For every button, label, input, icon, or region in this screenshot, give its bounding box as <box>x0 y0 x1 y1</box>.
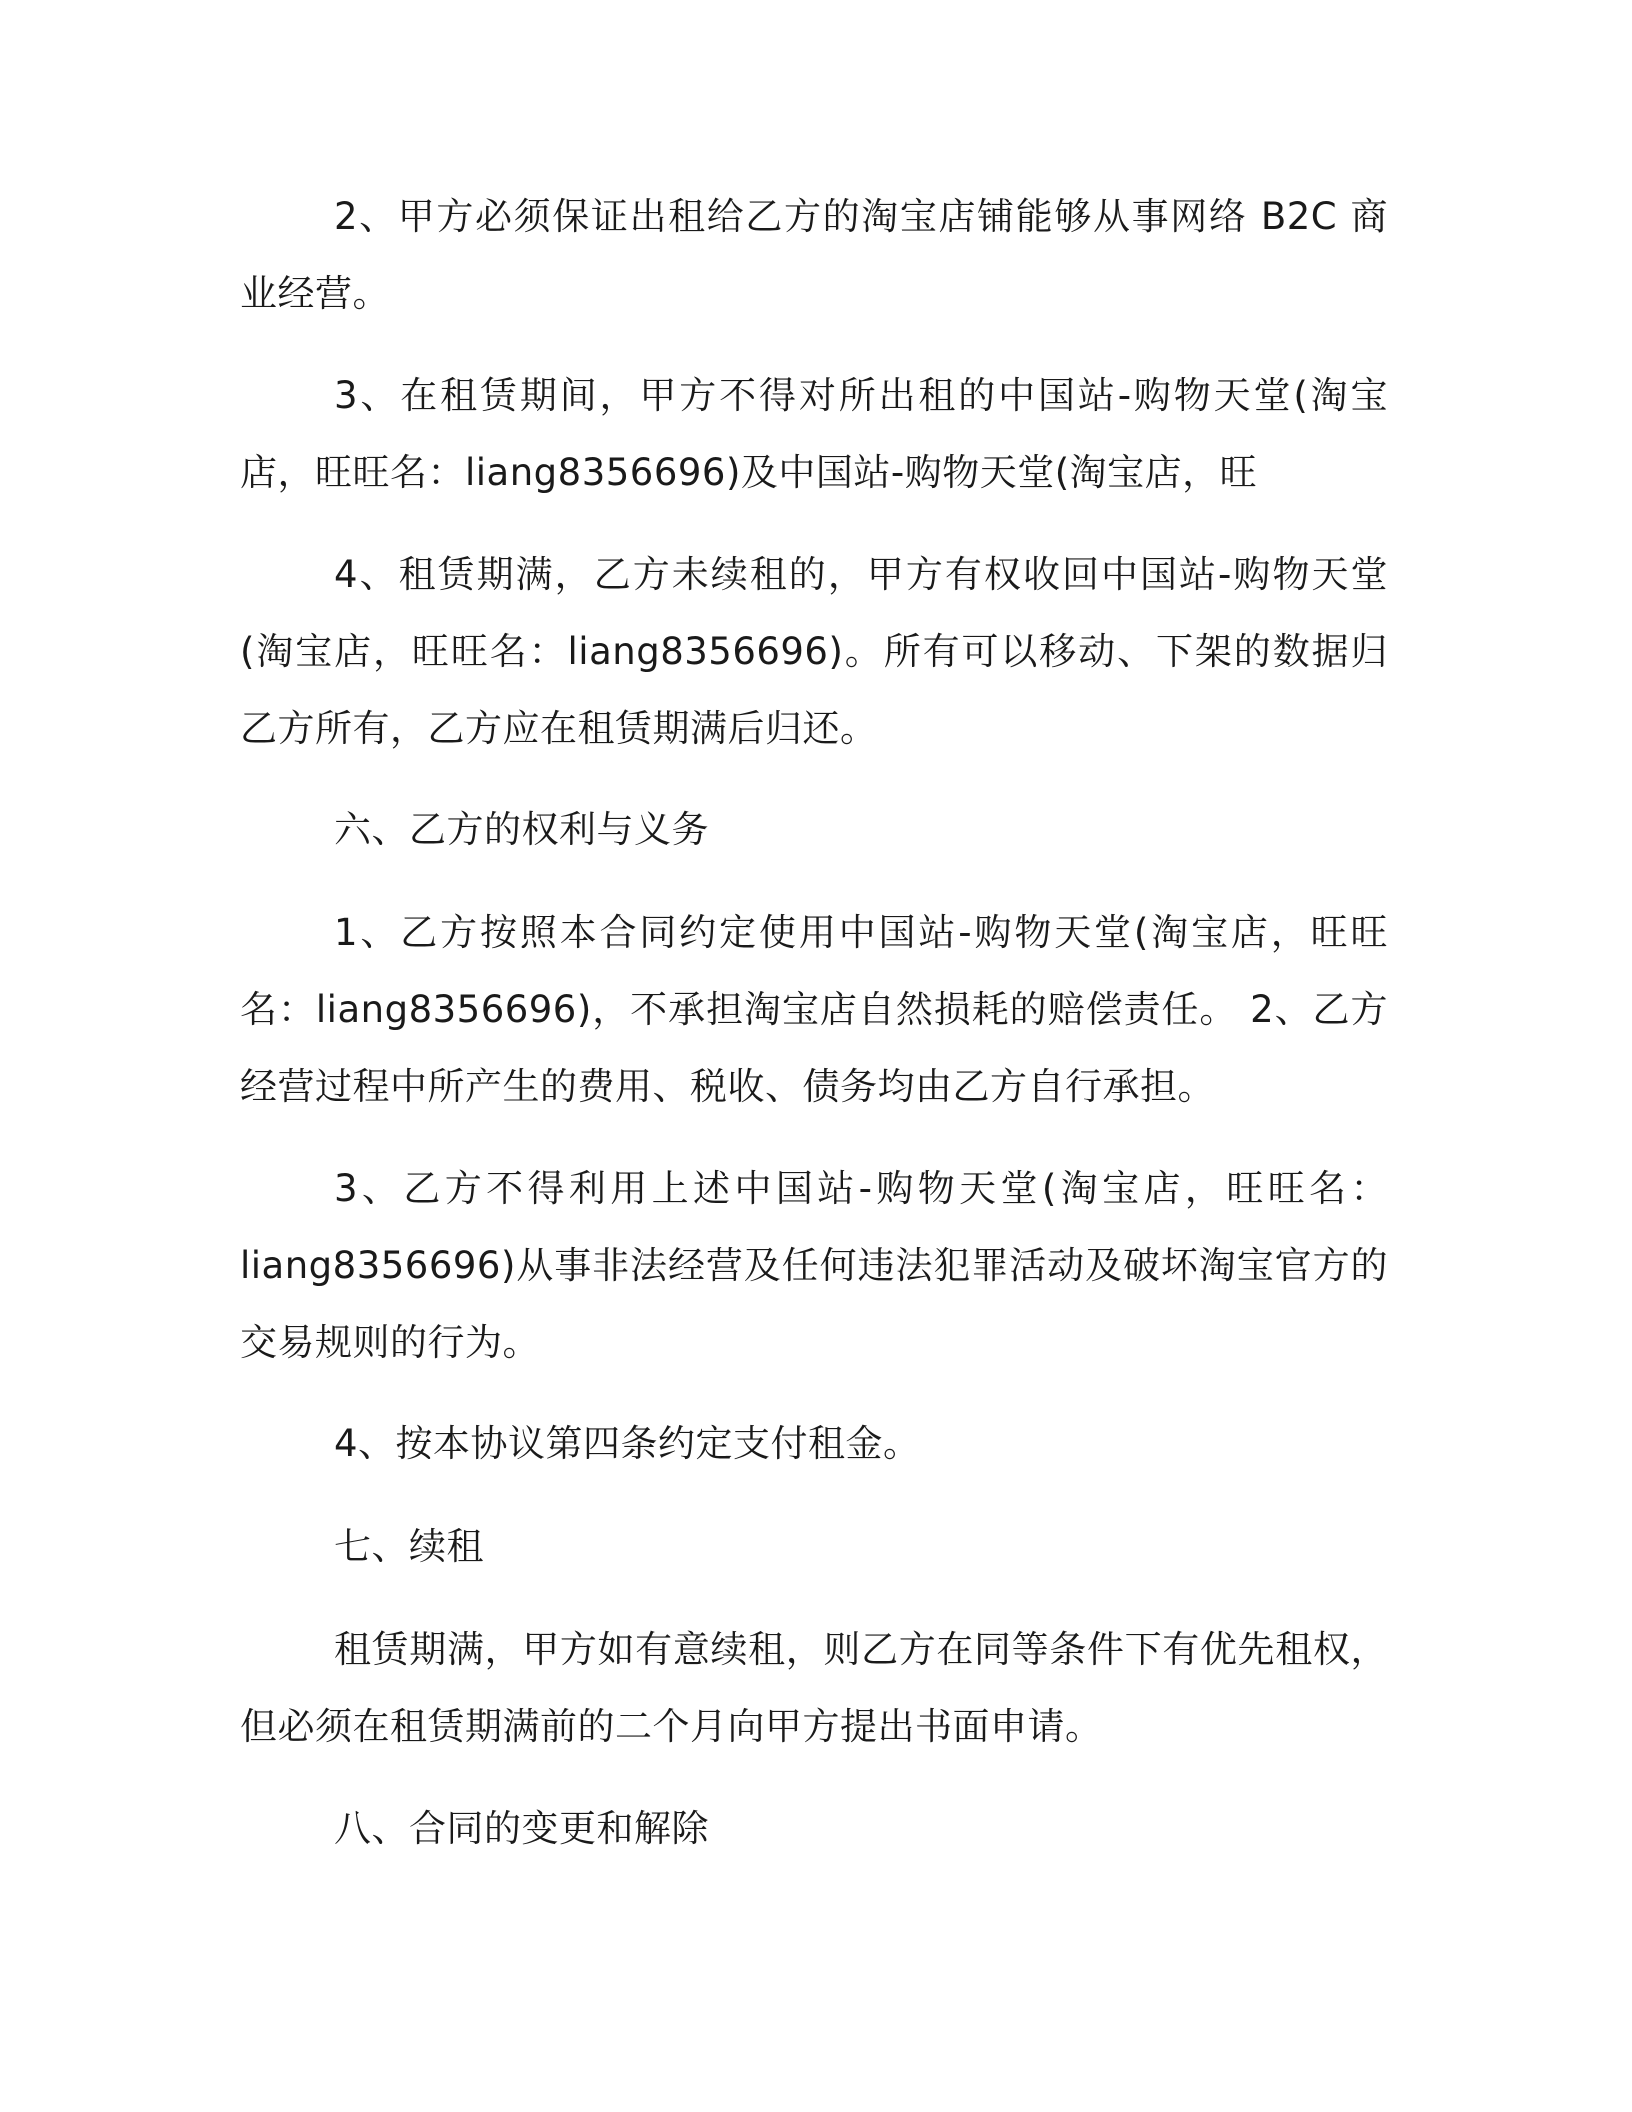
clause-2-shop-operation: 2、甲方必须保证出租给乙方的淘宝店铺能够从事网络 B2C 商业经营。 <box>240 195 1388 315</box>
clause-3-lease-period: 3、在租赁期间，甲方不得对所出租的中国站-购物天堂(淘宝店，旺旺名：liang8356696)及中国站-购物天堂(淘宝店，旺 <box>240 374 1388 494</box>
clause-1-party-b-usage: 1、乙方按照本合同约定使用中国站-购物天堂(淘宝店，旺旺名：liang8356696)，不承担淘宝店自然损耗的赔偿责任。 2、乙方经营过程中所产生的费用、税收、债务均由乙方自行承担。 <box>240 911 1388 1108</box>
renewal-clause: 租赁期满，甲方如有意续租，则乙方在同等条件下有优先租权，但必须在租赁期满前的二个月向甲方提出书面申请。 <box>240 1628 1388 1748</box>
section-heading-six: 六、乙方的权利与义务 <box>334 808 709 851</box>
clause-4-lease-expiry: 4、租赁期满，乙方未续租的，甲方有权收回中国站-购物天堂(淘宝店，旺旺名：liang8356696)。所有可以移动、下架的数据归乙方所有，乙方应在租赁期满后归还。 <box>240 553 1388 750</box>
clause-4-rent-payment: 4、按本协议第四条约定支付租金。 <box>334 1422 921 1465</box>
clause-3-party-b-prohibition: 3、乙方不得利用上述中国站-购物天堂(淘宝店，旺旺名：liang8356696)从事非法经营及任何违法犯罪活动及破坏淘宝官方的交易规则的行为。 <box>240 1167 1388 1364</box>
section-heading-eight: 八、合同的变更和解除 <box>334 1807 709 1850</box>
section-heading-seven: 七、续租 <box>334 1525 484 1568</box>
